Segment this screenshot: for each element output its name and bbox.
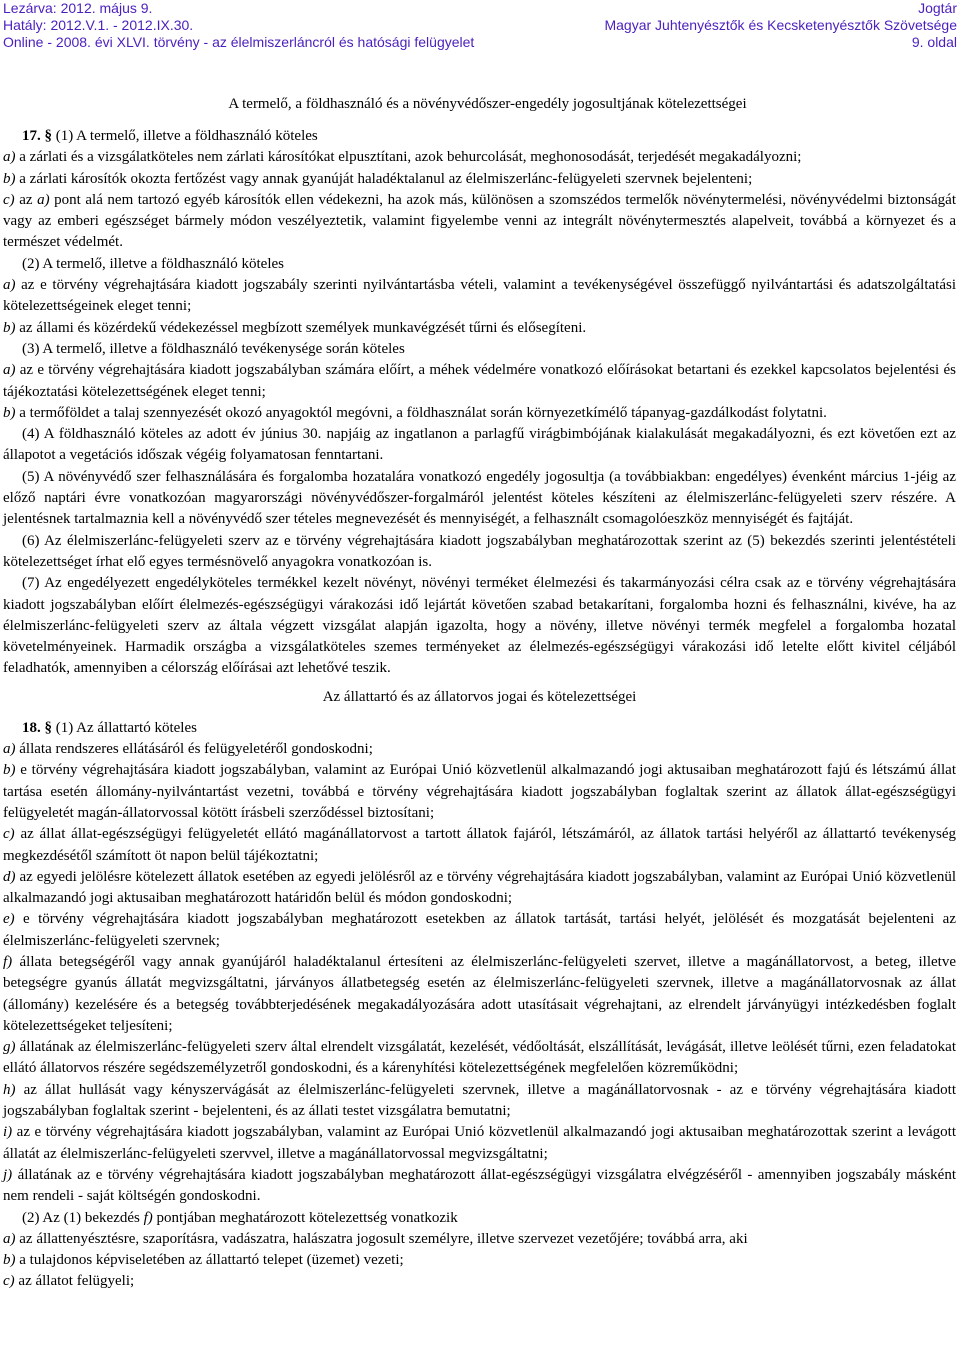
s18-item-h: h) az állat hullását vagy kényszervágását az élelmiszerlánc-felügyeleti szervnek, illetve a magánállatorvosnak - az e törvény végrehajtására kiadott jogszabályban foglaltak szerint - bejelenteni, és az állati testet vizsgálatra bemutatni; [3,1081,956,1120]
s18-item-f: f) állata betegségéről vagy annak gyanújáról haladéktalanul értesíteni az élelmiszerlánc-felügyeleti szervet, illetve a magánállatorvost, a beteg, illetve betegségre gyanús állatát megvizsgáltatni, járványos állatbetegség esetén az élelmiszerlánc-felügyeleti szervnek, illetve a magánállatorvosnak az állat (állomány) kezelésére és a betegség továbbterjedésének megakadályozására adott utasításait végrehajtani, az elrendelt járványügyi intézkedésben foglalt kötelezettségeket teljesíteni; [3,953,956,1034]
s17-para7: (7) Az engedélyezett engedélyköteles termékkel kezelt növényt, növényi terméket élelmezési és takarmányozási célra csak az e törvény végrehajtására kiadott jogszabályban előírt élelmezés-egészségügyi várakozási idő lejártát követően szabad betakarítani, forgalomba hozni és felhasználni, kivéve, ha az élelmiszerlánc-felügyeleti szerv az általa végzett vizsgálat alapján igazolta, hogy a növény, illetve növényi termék megfelel a forgalomba hozatal követelményeinek. Harmadik országba a vizsgálatköteles szemes terményeket az élelmezés-egészségügyi várakozási idő letelte előtt kivitel céljából feladhatók, amennyiben a célország előírásai azt lehetővé teszik. [3,575,956,677]
s18-p2-item-list [3,1229,956,1293]
s18-item-d: d) az egyedi jelölésre kötelezett állatok esetében az egyedi jelölésről az e törvény végrehajtására kiadott jogszabályban, valamint az Európai Unió közvetlenül alkalmazandó jogi aktusaiban meghatározott határidőn belül és módon gondoskodni; [3,868,956,907]
s17-para4: (4) A földhasználó köteles az adott év június 30. napjáig az ingatlanon a parlagfű virágbimbójának kialakulását megakadályozni, és ezt követően ezt az állapotot a vegetációs időszak végéig folyamatosan fenntartani. [3,426,956,464]
header-law-title: Online - 2008. évi XLVI. törvény - az élelmiszerláncról és hatósági felügyelet [3,34,475,50]
s18-item-b: b) e törvény végrehajtására kiadott jogszabályban, valamint az Európai Unió közvetlenül alkalmazandó jogi aktusaiban meghatározott fajú és létszámú állat tartása esetén állomány-nyilvántartást vezetni, továbbá e törvény végrehajtására kiadott jogszabályban foglaltak szerint az állatok állat-egészségügyi felügyeletét magán-állatorvossal kötött írásbeli szerződéssel biztosítani; [3,762,956,821]
page-header [3,0,957,52]
header-organization: Magyar Juhtenyésztők és Kecsketenyésztők Szövetsége [604,17,957,33]
s17-para5: (5) A növényvédő szer felhasználására és forgalomba hozatalára vonatkozó engedély jogosultja (a továbbiakban: engedélyes) évenként március 1-jéig az előző naptári évre vonatkozóan magyarországi növényvédőszer-forgalmáról jelentést köteles készíteni az élelmiszerlánc-felügyeleti szerv részére. A jelentésnek tartalmaznia kell a növényvédő szer tételes megnevezését és mennyiségét, a felhasznált csomagolóeszköz mennyiségét és fajtáját. [3,468,956,528]
document-body [3,92,956,1293]
s17-item-c: c) az a) pont alá nem tartozó egyéb károsítók ellen védekezni, ha azok más, különösen a szomszédos termelők növénytermelési, növényvédelmi biztonságát vagy az emberi egészséget bármely módon veszélyeztetik, valamint figyelembe venni az integrált növénytermesztés alapelveit, továbbá a környezet és a természet védelmét. [3,191,956,251]
s17-p3-item-b: b) a termőföldet a talaj szennyezését okozó anyagoktól megóvni, a földhasználat során környezetkímélő tápanyag-gazdálkodást folytatni. [3,404,827,421]
section-title-animal-keeper: Az állattartó és az állatorvos jogai és kötelezettségei [322,688,637,705]
s18-p2-item-b: b) a tulajdonos képviseletében az állattartó telepet (üzemet) vezeti; [3,1252,404,1269]
s17-number: 17. § [22,128,52,144]
s18-item-a: a) állata rendszeres ellátásáról és felügyeletéről gondoskodni; [3,741,373,758]
s18-p2-item-a: a) az állattenyésztésre, szaporításra, vadászatra, halászatra jogosult személyre, illetve szervezet vezetőjére; továbbá arra, aki [3,1230,748,1247]
header-page-number: 9. oldal [911,34,957,50]
s17-item-a: a) a zárlati és a vizsgálatköteles nem zárlati károsítókat elpusztítani, azok behurcolását, meghonosodását, terjedését megakadályozni; [3,149,802,166]
s17-item-b: b) a zárlati károsítók okozta fertőzést vagy annak gyanúját haladéktalanul az élelmiszerlánc-felügyeleti szervnek bejelenteni; [3,170,753,187]
s17-para2: (2) A termelő, illetve a földhasználó köteles [22,255,285,272]
s17-p1-text: (1) A termelő, illetve a földhasználó köteles [55,128,318,144]
header-closed-date: Lezárva: 2012. május 9. [3,0,153,16]
s18-item-c: c) az állat állat-egészségügyi felügyeletét ellátó magánállatorvost a tartott állatok fajáról, létszámáról, az állatok tartási helyéről az állattartó tevékenység megkezdésétől számított öt napon belül tájékoztatni; [3,826,956,864]
s17-para3: (3) A termelő, illetve a földhasználó tevékenysége során köteles [22,340,405,357]
s18-item-g: g) állatának az élelmiszerlánc-felügyeleti szerv által elrendelt vizsgálatát, kezelését, védőoltását, elszállítását, levágását, illetve leölését tűrni, ezen feladatokat ellátó állatorvos részére segédszemélyzetről gondoskodni, és a kárenyhítési kötelezettségének megfelelően közreműködni; [3,1039,956,1077]
s18-item-e: e) e törvény végrehajtására kiadott jogszabályban meghatározott esetekben az állatok tartását, tartási helyét, jelölését és mozgatását bejelenteni az élelmiszerlánc-felügyeleti szervnek; [3,911,956,949]
s17-para1 [3,126,956,147]
s18-p1-text: (1) Az állattartó köteles [52,719,197,736]
s18-para2: (2) Az (1) bekezdés f) pontjában meghatározott kötelezettség vonatkozik [22,1209,458,1226]
s18-item-i: i) az e törvény végrehajtására kiadott jogszabályban, valamint az Európai Unió közvetlenül alkalmazandó jogi aktusaiban meghatározottak szerint a levágott állatát az élelmiszerlánc-felügyeleti szervvel, illetve a magánállatorvossal megvizsgáltatni; [3,1124,956,1162]
s17-p3-item-a: a) az e törvény végrehajtására kiadott jogszabályban számára előírt, a méhek védelmére vonatkozó előírásokat betartani és ezekkel kapcsolatos bejelentési és tájékoztatási kötelezettségének eleget tenni; [3,362,956,400]
s18-item-list [3,739,956,1208]
header-left [3,0,474,51]
s18-item-j: j) állatának az e törvény végrehajtására kiadott jogszabályban meghatározott állat-egészségügyi vizsgálatra elvégzéséről - amennyiben jogszabály másként nem rendeli - saját költségén gondoskodni. [3,1166,956,1205]
s18-number: 18. § [22,719,52,736]
s18-para1 [3,718,956,739]
header-effect-date: Hatály: 2012.V.1. - 2012.IX.30. [3,17,194,33]
s17-p2-item-b: b) az állami és közérdekű védekezéssel megbízott személyek munkavégzését tűrni és elősegíteni. [3,319,587,336]
s17-p2-item-a: a) az e törvény végrehajtására kiadott jogszabály szerinti nyilvántartásba vételi, valamint a tevékenységével összefüggő nyilvántartási és adatszolgáltatási kötelezettségeinek eleget tenni; [3,277,956,315]
header-right [604,0,957,51]
s18-p2-item-c: c) az állatot felügyeli; [3,1273,135,1290]
section-title-producer: A termelő, a földhasználó és a növényvédőszer-engedély jogosultjának kötelezettségei [228,96,747,112]
header-source: Jogtár [918,0,957,16]
s17-para6: (6) Az élelmiszerlánc-felügyeleti szerv az e törvény végrehajtására kiadott jogszabályban meghatározottak szerint az (5) bekezdés szerinti jelentéstételi kötelezettséget írhat elő egyes termésnövelő anyagokra vonatkozóan is. [3,532,956,570]
